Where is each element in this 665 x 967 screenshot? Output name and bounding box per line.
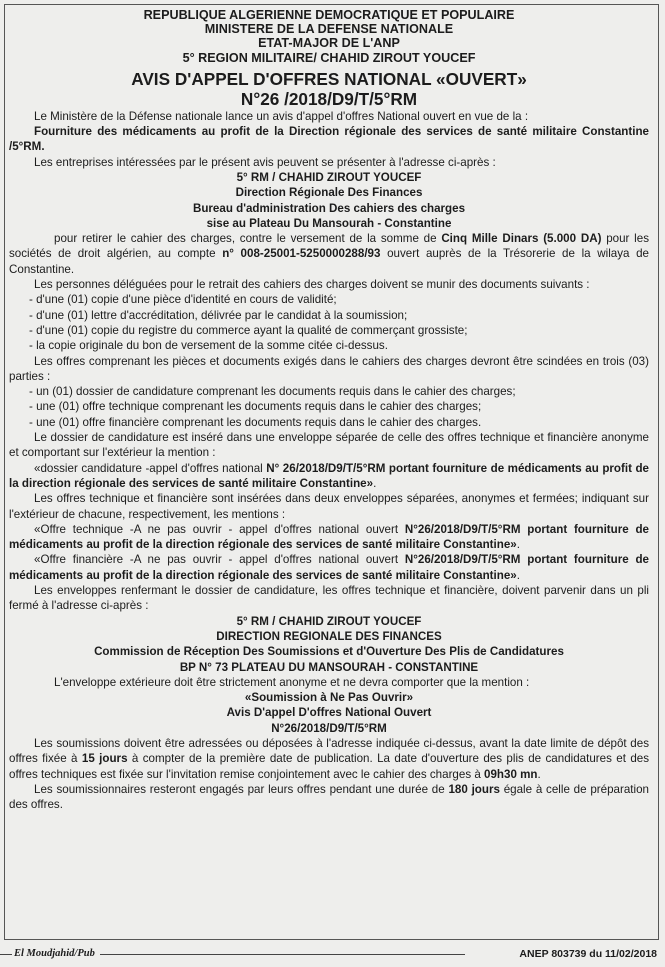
header-line-staff: ETAT-MAJOR DE L'ANP (258, 36, 400, 51)
account-number: n° 008-25001-5250000288/93 (222, 247, 381, 261)
issuer-header (9, 8, 649, 65)
publication-footer (0, 944, 665, 964)
deadline-days: 15 jours (81, 752, 128, 766)
parts-intro: Les offres comprenant les pièces et documents exigés dans le cahiers des charges devront être scindées en trois (03) parties : (9, 354, 649, 383)
address-line: 5° RM / CHAHID ZIROUT YOUCEF (236, 171, 422, 184)
publisher-credit: El Moudjahid/Pub (14, 948, 95, 959)
address-intro: Les entreprises intéressées par le présent avis peuvent se présenter à l'adresse ci-après : (34, 155, 496, 169)
parts-list (9, 384, 649, 430)
object-paragraph: Fourniture des médicaments au profit de la Direction régionale des services de santé militaire Constantine /5°RM. (9, 125, 649, 154)
header-line-ministry: MINISTERE DE LA DEFENSE NATIONALE (204, 22, 454, 37)
envelope-paragraph: Le dossier de candidature est inséré dans une enveloppe séparée de celle des offres technique et financière anonyme et comportant sur l'extérieur la mention : (9, 431, 649, 460)
address-line: BP N° 73 PLATEAU DU MANSOURAH - CONSTANTINE (179, 660, 479, 674)
mention-line: Avis D'appel D'offres National Ouvert (226, 706, 432, 720)
withdrawal-address (9, 170, 649, 231)
candidature-mention: «dossier candidature -appel d'offres national N° 26/2018/D9/T/5°RM portant fourniture de médicaments au profit de la direction régionale des services de santé militaire Constantine». (9, 461, 649, 490)
anep-reference: ANEP 803739 du 11/02/2018 (519, 948, 657, 960)
documents-list (9, 292, 649, 353)
validity-days: 180 jours (448, 782, 500, 796)
documents-intro: Les personnes déléguées pour le retrait des cahiers des charges doivent se munir des documents suivants : (34, 278, 590, 292)
delivery-paragraph: Les enveloppes renfermant le dossier de candidature, les offres technique et financière, doivent parvenir dans un pli fermé à l'adresse ci-après : (9, 584, 649, 613)
technical-offer-mention: «Offre technique -A ne pas ouvrir - appel d'offres national ouvert N°26/2018/D9/T/5°RM portant fourniture de médicaments au profit de la direction régionale des services de santé militaire Constantine». (9, 522, 649, 552)
tender-notice (9, 8, 649, 812)
payment-amount: Cinq Mille Dinars (5.000 DA) (441, 232, 602, 246)
deadline-paragraph: Les soumissions doivent être adressées ou déposées à l'adresse indiquée ci-dessus, avant la date limite de dépôt des offres fixée à 15 jours à compter de la première date de publication. La date d'ouverture des plis de candidatures et des offres techniques est fixée sur l'invitation remise conjointement avec le cahier des charges à 09h30 mn. (9, 736, 650, 781)
header-line-region: 5° REGION MILITAIRE/ CHAHID ZIROUT YOUCEF (182, 50, 476, 65)
list-item: - d'une (01) copie d'une pièce d'identité en cours de validité; (29, 293, 337, 307)
list-item: - un (01) dossier de candidature comprenant les documents requis dans le cahier des charges; (29, 385, 516, 399)
outer-envelope-paragraph: L'enveloppe extérieure doit être strictement anonyme et ne devra comporter que la mention : (54, 675, 530, 689)
address-line: DIRECTION REGIONALE DES FINANCES (216, 629, 442, 643)
offers-paragraph: Les offres technique et financière sont insérées dans deux enveloppes séparées, anonymes et fermées; indiquant sur l'extérieur de chacune, respectivement, les mentions : (9, 492, 649, 521)
footer-rule-left (0, 954, 12, 955)
validity-paragraph: Les soumissionnaires resteront engagés par leurs offres pendant une durée de 180 jours égale à celle de préparation des offres. (9, 782, 649, 812)
mention-line: N°26/2018/D9/T/5°RM (271, 721, 387, 735)
address-line: Bureau d'administration Des cahiers des charges (192, 201, 466, 215)
intro-paragraph: Le Ministère de la Défense nationale lance un avis d'appel d'offres National ouvert en vue de la : (34, 109, 529, 123)
list-item: - d'une (01) copie du registre du commerce ayant la qualité de commerçant grossiste; (29, 323, 468, 337)
list-item: - une (01) offre technique comprenant les documents requis dans le cahier des charges; (29, 400, 482, 414)
payment-paragraph: pour retirer le cahier des charges, contre le versement de la somme de Cinq Mille Dinars (5.000 DA) pour les sociétés de droit algérien, au compte n° 008-25001-5250000288/93 ouvert auprès de la Trésorerie de la wilaya de Constantine. (9, 232, 649, 276)
address-line: 5° RM / CHAHID ZIROUT YOUCEF (236, 614, 422, 628)
outer-envelope-mention (9, 690, 649, 736)
notice-title: AVIS D'APPEL D'OFFRES NATIONAL «OUVERT» (131, 68, 527, 89)
submission-address (9, 614, 649, 675)
financial-offer-mention: «Offre financière -A ne pas ouvrir - appel d'offres national ouvert N°26/2018/D9/T/5°RM portant fourniture de médicaments au profit de la direction régionale des services de santé militaire Constantine». (9, 553, 649, 582)
opening-time: 09h30 mn (484, 767, 538, 781)
notice-reference: N°26 /2018/D9/T/5°RM (240, 88, 418, 109)
list-item: - la copie originale du bon de versement de la somme citée ci-dessus. (29, 339, 388, 353)
mention-line: «Soumission à Ne Pas Ouvrir» (244, 691, 414, 705)
list-item: - une (01) offre financière comprenant les documents requis dans le cahier des charges. (29, 415, 482, 429)
address-line: sise au Plateau Du Mansourah - Constantine (206, 216, 452, 230)
address-line: Direction Régionale Des Finances (235, 186, 423, 200)
list-item: - d'une (01) lettre d'accréditation, délivrée par le candidat à la soumission; (29, 308, 408, 322)
header-line-republic: REPUBLIQUE ALGERIENNE DEMOCRATIQUE ET POPULAIRE (143, 8, 515, 22)
address-line: Commission de Réception Des Soumissions et d'Ouverture Des Plis de Candidatures (94, 645, 564, 659)
footer-rule-middle (100, 954, 465, 955)
